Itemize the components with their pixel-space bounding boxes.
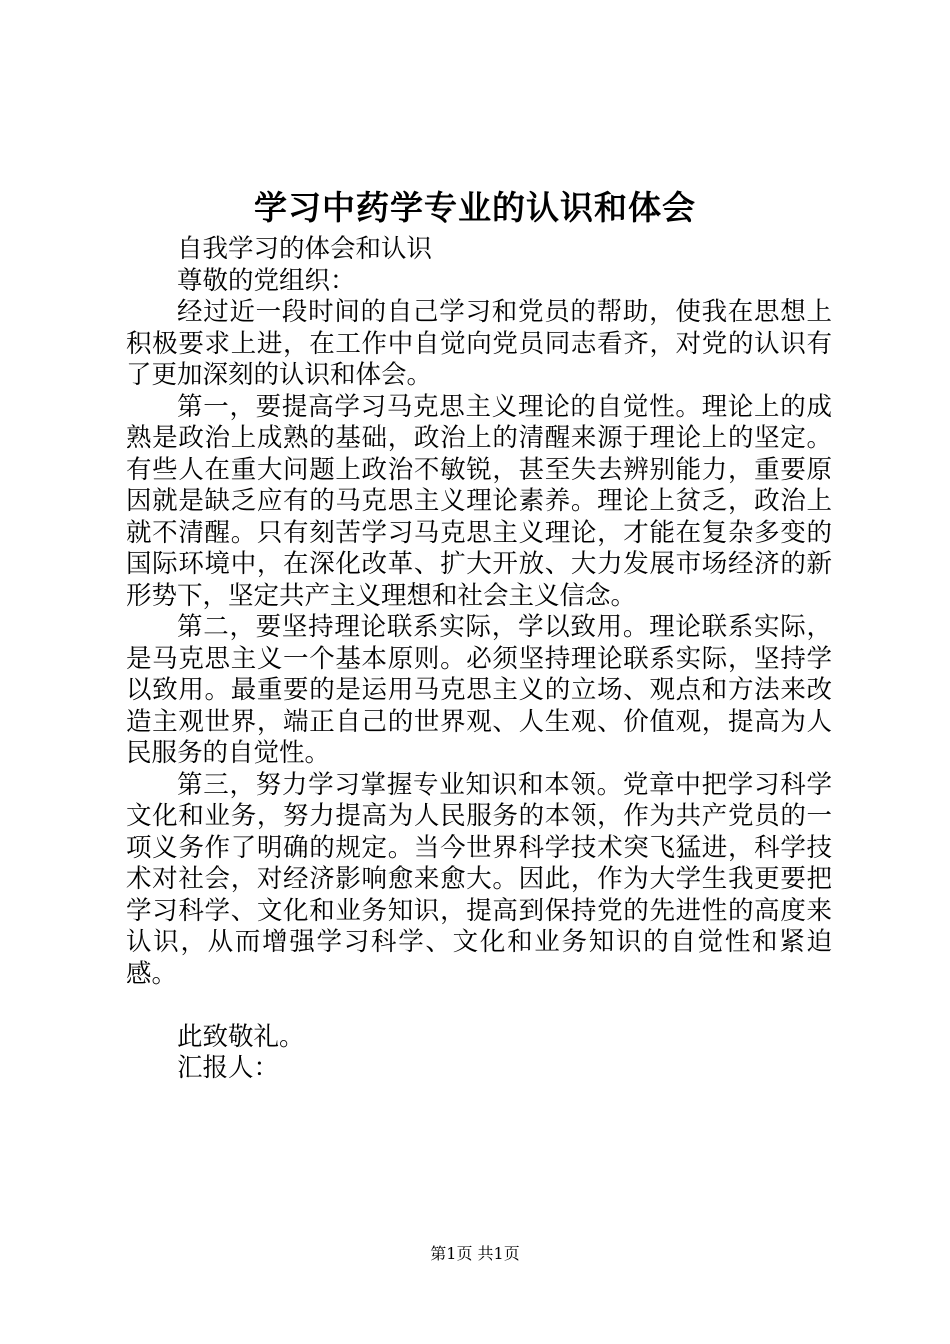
document-body bbox=[126, 234, 832, 1085]
salutation-paragraph: 尊敬的党组织： bbox=[177, 265, 356, 296]
closing-paragraph: 此致敬礼。 bbox=[177, 1021, 305, 1052]
point-three-paragraph: 第三，努力学习掌握专业知识和本领。党章中把学习科学文化和业务，努力提高为人民服务的本领，作为共产党员的一项义务作了明确的规定。当今世界科学技术突飞猛进，科学技术对社会，对经济影响愈来愈大。因此，作为大学生我更要把学习科学、文化和业务知识，提高到保持党的先进性的高度来认识，从而增强学习科学、文化和业务知识的自觉性和紧迫感。 bbox=[126, 769, 832, 989]
signature-label: 汇报人： bbox=[177, 1053, 280, 1083]
document-title: 学习中药学专业的认识和体会 bbox=[254, 188, 696, 227]
blank-line bbox=[126, 990, 832, 1022]
point-one-paragraph: 第一，要提高学习马克思主义理论的自觉性。理论上的成熟是政治上成熟的基础，政治上的清醒来源于理论上的坚定。有些人在重大问题上政治不敏锐，甚至失去辨别能力，重要原因就是缺乏应有的马克思主义理论素养。理论上贫乏，政治上就不清醒。只有刻苦学习马克思主义理论，才能在复杂多变的国际环境中，在深化改革、扩大开放、大力发展市场经济的新形势下，坚定共产主义理想和社会主义信念。 bbox=[126, 391, 832, 611]
page-footer: 第1页 共1页 bbox=[430, 1244, 520, 1263]
point-two-paragraph: 第二，要坚持理论联系实际，学以致用。理论联系实际，是马克思主义一个基本原则。必须坚持理论联系实际，坚持学以致用。最重要的是运用马克思主义的立场、观点和方法来改造主观世界，端正自己的世界观、人生观、价值观，提高为人民服务的自觉性。 bbox=[126, 612, 832, 768]
subtitle-paragraph: 自我学习的体会和认识 bbox=[177, 234, 433, 264]
intro-paragraph: 经过近一段时间的自己学习和党员的帮助，使我在思想上积极要求上进，在工作中自觉向党员同志看齐，对党的认识有了更加深刻的认识和体会。 bbox=[126, 297, 832, 390]
